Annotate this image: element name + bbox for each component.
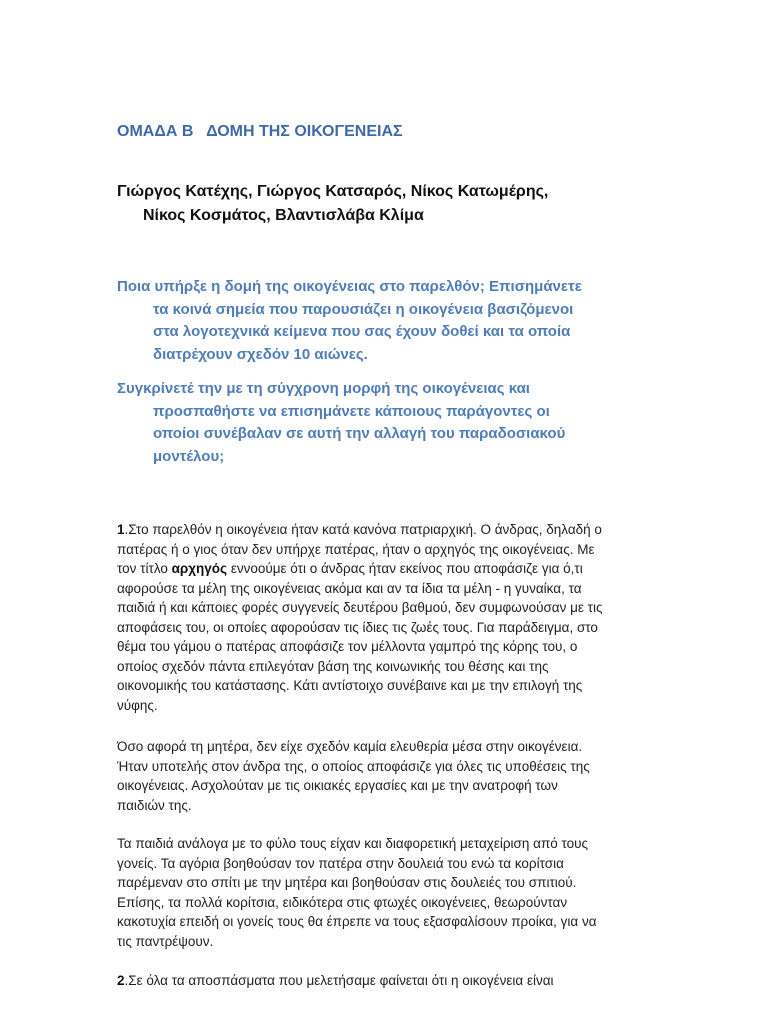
paragraph-line: οικογένειας. Ασχολούταν με τις οικιακές εργασίες και με την ανατροφή των bbox=[117, 778, 558, 793]
paragraph-line: οικονομικής του κατάστασης. Κάτι αντίστοιχο συνέβαινε και με την επιλογή της bbox=[117, 678, 583, 693]
question-line: μοντέλου; bbox=[153, 447, 225, 465]
paragraph-line: Ήταν υποτελής στον άνδρα της, ο οποίος αποφάσιζε για όλες τις υποθέσεις της bbox=[117, 758, 590, 774]
question-1 bbox=[117, 276, 757, 366]
emphasized-term: αρχηγός bbox=[171, 561, 228, 576]
paragraph-line: τις παντρέψουν. bbox=[117, 933, 214, 949]
answer-paragraph-4 bbox=[117, 971, 647, 991]
answer-paragraph-3 bbox=[117, 834, 647, 951]
paragraph-line: παιδιά ή και κάποιες φορές συγγενείς δευτέρου βαθμού, δεν συμφωνούσαν με τις bbox=[117, 600, 603, 615]
paragraph-line: Επίσης, τα πολλά κορίτσια, ειδικότερα στις φτωχές οικογένειες, θεωρούνταν bbox=[117, 894, 568, 910]
question-2 bbox=[117, 378, 757, 468]
document-heading: ΟΜΑΔΑ Β ΔΟΜΗ ΤΗΣ ΟΙΚΟΓΕΝΕΙΑΣ bbox=[117, 123, 403, 140]
question-line: Ποια υπήρξε η δομή της οικογένειας στο παρελθόν; Επισημάνετε bbox=[117, 278, 582, 295]
paragraph-line: νύφης. bbox=[117, 697, 158, 713]
paragraph-line: παιδιών της. bbox=[117, 797, 192, 813]
paragraph-line: Όσο αφορά τη μητέρα, δεν είχε σχεδόν καμία ελευθερία μέσα στην οικογένεια. bbox=[117, 739, 583, 754]
authors-line: Νίκος Κοσμάτος, Βλαντισλάβα Κλίμα bbox=[143, 207, 424, 224]
question-line: διατρέχουν σχεδόν 10 αιώνες. bbox=[153, 345, 368, 363]
answer-number: 1 bbox=[117, 522, 125, 537]
paragraph-line: κακοτυχία επειδή οι γονείς τους θα έπρεπε να τους εξασφαλίσουν προίκα, για να bbox=[117, 914, 597, 929]
question-line: στα λογοτεχνικά κείμενα που σας έχουν δοθεί και τα οποία bbox=[153, 323, 571, 340]
paragraph-line: οποίος σχεδόν πάντα επιλεγόταν βάση της κοινωνικής του θέσης και της bbox=[117, 658, 549, 674]
authors-line: Γιώργος Κατέχης, Γιώργος Κατσαρός, Νίκος Κατωμέρης, bbox=[117, 183, 549, 200]
answer-paragraph-1 bbox=[117, 520, 647, 715]
question-line: Συγκρίνετέ την με τη σύγχρονη μορφή της οικογένειας και bbox=[117, 380, 530, 397]
answer-paragraph-2 bbox=[117, 737, 647, 815]
paragraph-line: αφορούσε τα μέλη της οικογένειας ακόμα και αν τα ίδια τα μέλη - η γυναίκα, τα bbox=[117, 580, 582, 596]
question-line: προσπαθήστε να επισημάνετε κάποιους παράγοντες οι bbox=[153, 402, 550, 420]
question-line: τα κοινά σημεία που παρουσιάζει η οικογένεια βασιζόμενοι bbox=[153, 300, 574, 318]
paragraph-line: παρέμεναν στο σπίτι με την μητέρα και βοηθούσαν στις δουλειές του σπιτιού. bbox=[117, 875, 577, 890]
paragraph-line: αποφάσεις του, οι οποίες αφορούσαν τις ίδιες τις ζωές τους. Για παράδειγμα, στο bbox=[117, 619, 598, 635]
paragraph-line: 2.Σε όλα τα αποσπάσματα που μελετήσαμε φαίνεται ότι η οικογένεια είναι bbox=[117, 973, 554, 988]
paragraph-line: θέμα του γάμου ο πατέρας αποφάσιζε τον μέλλοντα γαμπρό της κόρης του, ο bbox=[117, 639, 578, 654]
paragraph-line: πατέρας ή ο γιος όταν δεν υπήρχε πατέρας, ήταν ο αρχηγός της οικογένειας. Με bbox=[117, 541, 595, 557]
authors-block bbox=[117, 180, 737, 228]
paragraph-line: Τα παιδιά ανάλογα με το φύλο τους είχαν και διαφορετική μεταχείριση από τους bbox=[117, 836, 589, 851]
question-line: οποίοι συνέβαλαν σε αυτή την αλλαγή του παραδοσιακού bbox=[153, 425, 566, 442]
paragraph-line: γονείς. Τα αγόρια βοηθούσαν τον πατέρα στην δουλειά του ενώ τα κορίτσια bbox=[117, 855, 564, 871]
answer-number: 2 bbox=[117, 973, 125, 988]
paragraph-line: τον τίτλο αρχηγός εννοούμε ότι ο άνδρας ήταν εκείνος που αποφάσιζε για ό,τι bbox=[117, 561, 583, 576]
paragraph-line: 1.Στο παρελθόν η οικογένεια ήταν κατά κανόνα πατριαρχική. Ο άνδρας, δηλαδή ο bbox=[117, 522, 602, 537]
